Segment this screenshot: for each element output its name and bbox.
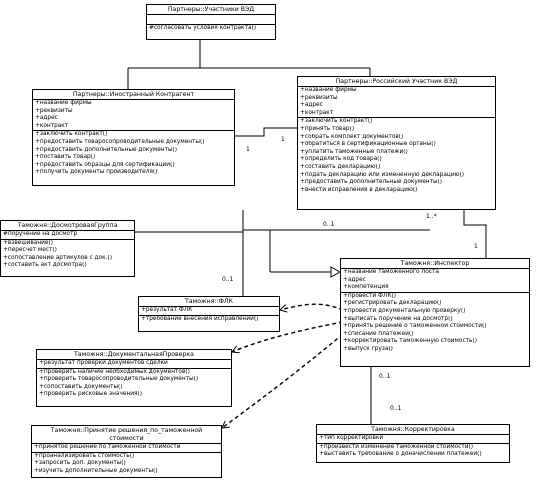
attribute: +название фирмы	[35, 100, 92, 106]
operation: +проверить рисковые значения()	[39, 391, 143, 398]
operation: +предоставить образцы для сертификации()	[35, 161, 175, 168]
class-title: Таможня::ФЛК	[139, 297, 279, 307]
operation: +запросить доп. документы()	[34, 460, 126, 467]
attribute: +тип корректировки	[319, 435, 384, 441]
multiplicity-label: 1	[474, 243, 478, 250]
class-partners-ved	[146, 4, 276, 40]
attribute: +принятое решение по таможенной стоимости	[34, 444, 181, 450]
operations-section	[33, 131, 234, 177]
class-flk	[138, 296, 280, 332]
operation: +списание платежей()	[343, 330, 414, 337]
class-title: Таможня::Принятие решения_по_таможенной стоимости	[32, 426, 221, 444]
operation: +составить акт досмотра()	[3, 262, 87, 269]
operation: +предоставить дополнительные документы()	[35, 146, 178, 153]
operation: +сопоставить документы()	[39, 383, 123, 390]
attributes-section	[37, 360, 231, 369]
operation: +предоставить дополнительные документы()	[300, 179, 443, 186]
attributes-section	[33, 100, 234, 131]
multiplicity-label: 0..1	[323, 221, 335, 228]
operations-section	[139, 316, 279, 324]
operation: +провести ФЛК()	[343, 292, 397, 299]
attributes-section	[341, 269, 529, 293]
operations-section	[341, 293, 529, 354]
operation: +взвешивание()	[3, 239, 54, 246]
operation: +требование внесения исправлений()	[141, 315, 259, 322]
class-inspector	[340, 258, 530, 367]
operations-section	[1, 240, 134, 270]
operation: +произвести изменение таможенной стоимости()	[319, 443, 474, 450]
class-title: Таможня::ДокументальнаяПроверка	[37, 350, 231, 360]
operation: #согласовать условия контракта()	[149, 25, 257, 31]
operation: +проверить товаросопроводительные документы()	[39, 376, 199, 383]
class-customs-value-decision	[31, 425, 222, 478]
class-title: Таможня::ДосмотроваяГруппа	[1, 221, 134, 231]
class-title: Таможня::Корректировка	[317, 425, 509, 435]
operation: +предоставить товаросопроводительные документы()	[35, 138, 205, 145]
class-foreign-counterparty	[32, 89, 235, 186]
class-document-check	[36, 349, 232, 407]
class-russian-participant	[297, 76, 496, 210]
attribute: +название таможенного поста	[343, 269, 439, 275]
operation: +выписать поручение на досмотр()	[343, 315, 453, 322]
class-title: Партнеры::Участники ВЭД	[147, 5, 275, 15]
attributes-section	[298, 87, 495, 118]
attribute: #поручение на досмотр	[3, 231, 78, 237]
multiplicity-label: 0..1	[222, 276, 234, 283]
multiplicity-label: 1..*	[426, 213, 437, 220]
class-title: Партнеры::Российский Участник ВЭД	[298, 77, 495, 87]
operations-section	[317, 444, 509, 459]
multiplicity-label: 1	[281, 136, 285, 143]
attribute: +контракт	[35, 122, 69, 129]
operation: +корректировать таможенную стоимость()	[343, 338, 477, 345]
multiplicity-label: 1	[246, 146, 250, 153]
operations-section	[298, 118, 495, 194]
operation: +получить документы производителя()	[35, 169, 158, 176]
operation: +обратиться в сертификационные органы()	[300, 141, 436, 148]
operation: +сопоставление артикулов с док.()	[3, 254, 112, 261]
attribute: +адрес	[343, 276, 366, 283]
operation: +собрать комплект документов()	[300, 133, 404, 140]
operation: +принять решение о таможенной стоимости()	[343, 323, 487, 330]
attributes-section	[32, 444, 221, 453]
operation: +подать декларацию или измененную декларацию()	[300, 171, 465, 178]
multiplicity-label: 0..1	[390, 405, 402, 412]
attributes-section	[147, 15, 275, 25]
dependency-flk	[280, 304, 343, 310]
operation: +провести документальную проверку()	[343, 307, 466, 314]
attribute: +результат проверки документов сделки	[39, 360, 168, 366]
operation: +поставить товар()	[35, 154, 96, 161]
operation: +проанализировать стоимость()	[34, 452, 135, 459]
operation: +регистрировать декларацию()	[343, 300, 442, 307]
operations-section	[147, 25, 275, 33]
operation: +проверить наличие необходимых документов()	[39, 368, 190, 375]
operation: +внести исправления в декларацию()	[300, 186, 418, 193]
class-title: Таможня::Инспектор	[341, 259, 529, 269]
attribute: +контракт	[300, 109, 334, 116]
attributes-section	[139, 307, 279, 316]
operations-section	[32, 453, 221, 476]
inspector-generalization-arrowhead	[331, 267, 340, 277]
class-title: Партнеры::Иностранный Контрагент	[33, 90, 234, 100]
class-correction	[316, 424, 510, 463]
attribute: +реквизиты	[300, 94, 338, 101]
multiplicity-label: 0..1	[379, 373, 391, 380]
attribute: +адрес	[35, 115, 58, 122]
operation: +заключить контракт()	[300, 118, 373, 125]
operation: +изучить дополнительные документы()	[34, 467, 158, 474]
association-russian-inspector	[464, 210, 486, 258]
attributes-section	[1, 231, 134, 240]
operation: +заключить контракт()	[35, 131, 108, 138]
class-inspection-group	[0, 220, 135, 277]
attribute: +компетенция	[343, 284, 389, 291]
operation: +пересчет мест()	[3, 247, 57, 254]
operation: +уплатить таможенные платежи()	[300, 148, 408, 155]
operation: +принять товар()	[300, 125, 355, 132]
operation: +определить код товара()	[300, 156, 382, 163]
association-foreign-russian	[235, 128, 297, 136]
attributes-section	[317, 435, 509, 444]
operation: +выставить требование о доначислении платежей()	[319, 451, 482, 458]
attribute: +результат ФЛК	[141, 307, 193, 313]
attribute: +название фирмы	[300, 87, 357, 93]
attribute: +адрес	[300, 102, 323, 109]
operations-section	[37, 369, 231, 399]
operation: +выпуск груза()	[343, 345, 393, 352]
operation: +составить декларацию()	[300, 163, 381, 170]
attribute: +реквизиты	[35, 107, 73, 114]
